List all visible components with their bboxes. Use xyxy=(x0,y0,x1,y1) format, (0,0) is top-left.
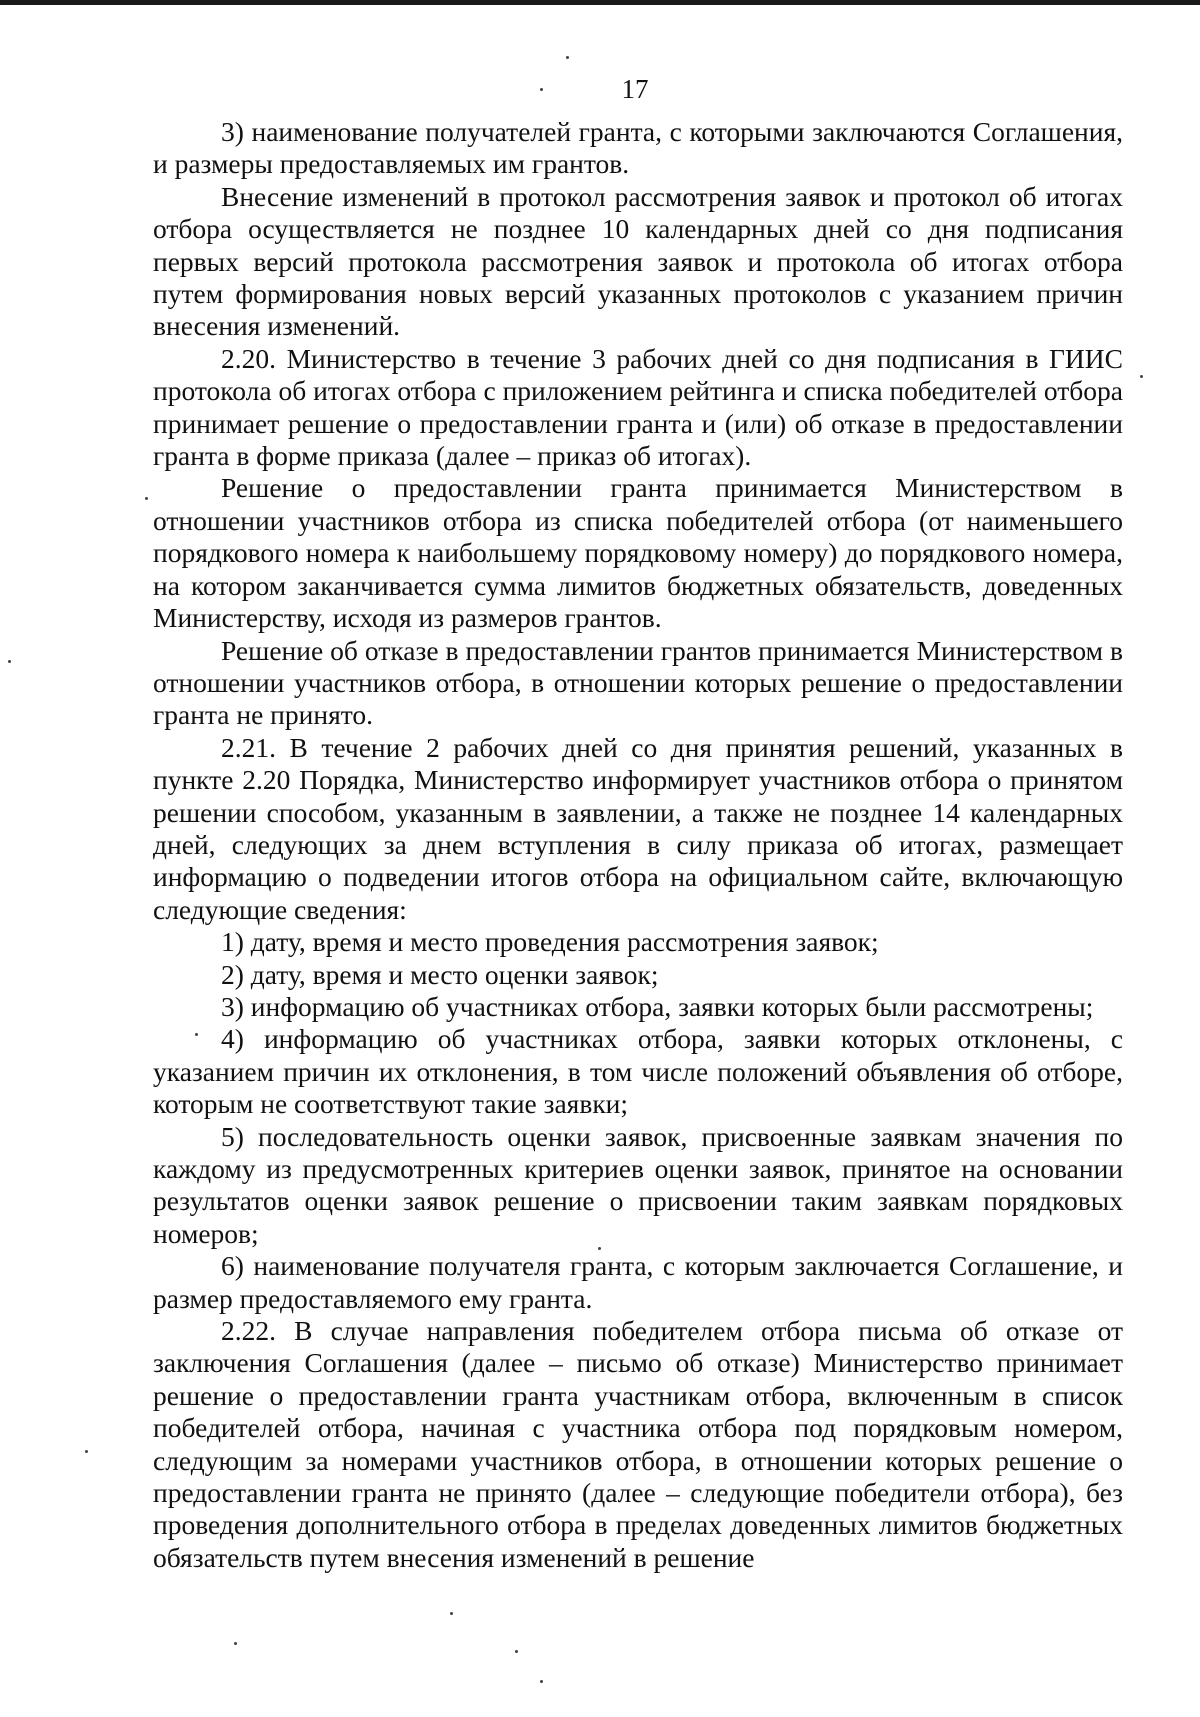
list-item-5: 5) последовательность оценки заявок, присвоенные заявкам значения по каждому из предусмотренных критериев оценки заявок, принятое на основании результатов оценки заявок решение о присвоении таким заявкам порядковых номеров; xyxy=(153,1120,1123,1249)
paragraph-refusal-decision: Решение об отказе в предоставлении грантов принимается Министерством в отношении участников отбора, в отношении которых решение о предоставлении гранта не принято. xyxy=(153,634,1123,731)
scan-speck xyxy=(598,1247,601,1250)
scan-top-edge xyxy=(0,0,1200,5)
scan-speck xyxy=(145,497,148,500)
paragraph-2-21: 2.21. В течение 2 рабочих дней со дня принятия решений, указанных в пункте 2.20 Порядка, Министерство информирует участников отбора о принятом решении способом, указанным в заявлении, а также не позднее 14 календарных дней, следующих за днем вступления в силу приказа об итогах, размещает информацию о подведении итогов отбора на официальном сайте, включающую следующие сведения: xyxy=(153,731,1123,925)
list-item-3: 3) информацию об участниках отбора, заявки которых были рассмотрены; xyxy=(221,990,1094,1022)
paragraph-item-3-recipients: 3) наименование получателей гранта, с которыми заключаются Соглашения, и размеры предоставляемых им грантов. xyxy=(153,116,1123,180)
list-item-2: 2) дату, время и место оценки заявок; xyxy=(221,958,659,990)
paragraph-2-20: 2.20. Министерство в течение 3 рабочих дней со дня подписания в ГИИС протокола об итогах отбора с приложением рейтинга и списка победителей отбора принимает решение о предоставлении гранта и (или) об отказе в предоставлении гранта в форме приказа (далее – приказ об итогах). xyxy=(153,342,1123,472)
scan-speck xyxy=(566,56,569,59)
list-item-4: 4) информацию об участниках отбора, заявки которых отклонены, с указанием причин их отклонения, в том числе положений объявления об отборе, которым не соответствуют такие заявки; xyxy=(153,1023,1123,1120)
scan-speck xyxy=(515,1650,518,1653)
scan-speck xyxy=(234,1642,237,1645)
document-body xyxy=(153,116,1123,1574)
paragraph-2-22: 2.22. В случае направления победителем отбора письма об отказе от заключения Соглашения (далее – письмо об отказе) Министерство принимает решение о предоставлении гранта участникам отбора, включенным в список победителей отбора, начиная с участника отбора под порядковым номером, следующим за номерами участников отбора, в отношении которых решение о предоставлении гранта не принято (далее – следующие победители отбора), без проведения дополнительного отбора в пределах доведенных лимитов бюджетных обязательств путем внесения изменений в решение xyxy=(153,1315,1123,1573)
scan-speck xyxy=(85,1450,88,1453)
scan-speck xyxy=(540,1680,543,1683)
scan-speck xyxy=(450,1612,453,1615)
list-item-1: 1) дату, время и место проведения рассмотрения заявок; xyxy=(221,926,879,958)
list-item-6: 6) наименование получателя гранта, с которым заключается Соглашение, и размер предоставляемого ему гранта. xyxy=(153,1250,1123,1314)
scan-speck xyxy=(1140,375,1143,378)
page-number: 17 xyxy=(621,74,649,104)
scan-speck xyxy=(8,660,11,663)
paragraph-grant-decision: Решение о предоставлении гранта принимается Министерством в отношении участников отбора из списка победителей отбора (от наименьшего порядкового номера к наибольшему порядковому номеру) до порядкового номера, на котором заканчивается сумма лимитов бюджетных обязательств, доведенных Министерству, исходя из размеров грантов. xyxy=(153,472,1123,634)
scan-speck xyxy=(540,88,543,91)
scan-speck xyxy=(195,1033,198,1036)
paragraph-protocol-changes: Внесение изменений в протокол рассмотрения заявок и протокол об итогах отбора осуществляется не позднее 10 календарных дней со дня подписания первых версий протокола рассмотрения заявок и протокола об итогах отбора путем формирования новых версий указанных протоколов с указанием причин внесения изменений. xyxy=(153,180,1123,342)
